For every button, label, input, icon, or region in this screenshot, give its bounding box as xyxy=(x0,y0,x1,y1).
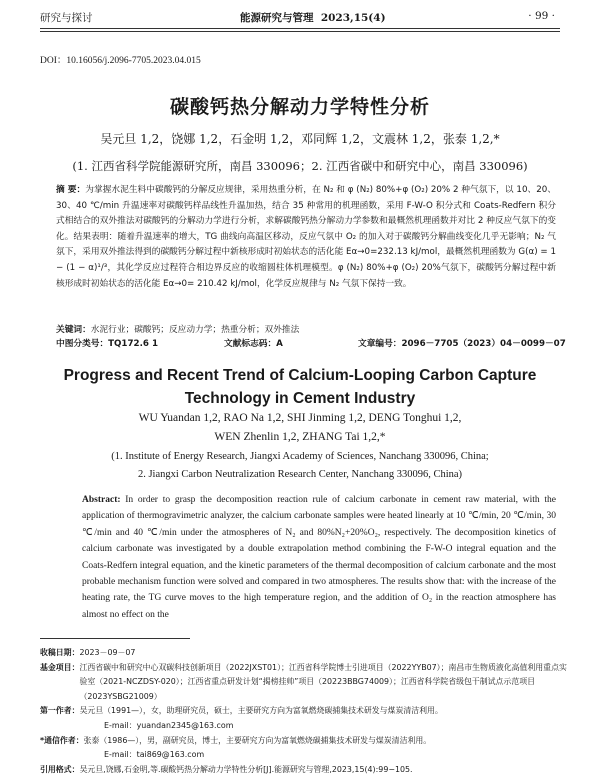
title-english: Progress and Recent Trend of Calcium-Looping Carbon Capture Technology in Cement Industry xyxy=(63,367,537,407)
citation-info xyxy=(40,763,570,777)
fund-label: 基金项目： xyxy=(40,662,80,672)
authors-chinese: 吴元旦 1,2，饶娜 1,2，石金明 1,2，邓同辉 1,2，文震林 1,2，张泰 1,2,* xyxy=(100,132,500,146)
authors-english-line1: WU Yuandan 1,2, RAO Na 1,2, SHI Jinming 1,2, DENG Tonghui 1,2, xyxy=(138,412,462,424)
document-code: 文献标志码：A xyxy=(224,339,283,349)
affiliation-chinese: (1. 江西省科学院能源研究所，南昌 330096；2. 江西省碳中和研究中心，南昌 330096) xyxy=(72,159,528,173)
abstract-chinese xyxy=(56,183,556,292)
article-number: 文章编号：2096－7705（2023）04－0099－07 xyxy=(358,339,566,349)
abstract-chinese-label: 摘 要： xyxy=(56,185,86,195)
fund-value: 江西省碳中和研究中心双碳科技创新项目（2022JXST01）；江西省科学院博士引进项目（2022YYB07）；南昌市生物质液化高值利用重点实验室（2021-NCZDSY-020）；江西省重点研发计划“揭榜挂帅”项目（20223BBG74009）；江西省科学院省级包干制试点示范项目（2023YSBG21009） xyxy=(79,662,567,701)
running-header-journal xyxy=(240,10,386,25)
received-date xyxy=(40,646,570,661)
keywords-text: 水泥行业；碳酸钙；反应动力学；热重分析；双外推法 xyxy=(90,325,300,335)
first-author-email: E-mail：yuandan2345@163.com xyxy=(104,720,234,730)
footnote-rule xyxy=(40,638,190,639)
title-chinese: 碳酸钙热分解动力学特性分析 xyxy=(169,96,430,118)
doi: DOI：10.16056/j.2096-7705.2023.04.015 xyxy=(40,56,201,66)
first-author-label: 第一作者： xyxy=(40,706,80,716)
running-header-section: 研究与探讨 xyxy=(40,12,93,24)
received-value: 2023－09－07 xyxy=(79,648,136,657)
authors-english xyxy=(60,409,540,447)
footnotes xyxy=(40,646,570,777)
affiliation-english xyxy=(40,448,560,484)
first-author-value: 吴元旦（1991—），女，助理研究员，硕士，主要研究方向为富氧燃烧碳捕集技术研发与煤炭清洁利用。 xyxy=(79,706,443,716)
header-rule-secondary xyxy=(40,31,560,32)
abstract-english-text: In order to grasp the decomposition reaction rule of calcium carbonate in cement raw material, with the application of thermogravimetric analyzer, the calcium carbonate samples were heated linearly at 10 ℃/min, 20 ℃/min, 30 ℃/min and 40 ℃/min under the atmospheres of N₂ and 80%N₂+20%O₂, respectively. The decomposition kinetics of calcium carbonate was investigated by a double extrapolation method combining the F-W-O integral equation and the Coats-Redfern integral equation, and the kinetic parameters of the thermal decomposition of calcium carbonate and the most probable mechanism function were solved and compared in two atmospheres. The results show that: with the increase of the heating rate, the TG curve moves to the high temperature region, and the addition of O₂ in the reaction atmosphere has almost no effect on the xyxy=(82,495,557,620)
keywords-chinese xyxy=(56,323,299,335)
received-label: 收稿日期： xyxy=(40,648,80,657)
first-author-info xyxy=(40,704,570,719)
affiliation-english-line2: 2. Jiangxi Carbon Neutralization Research Center, Nanchang 330096, China) xyxy=(137,469,463,480)
journal-issue: 2023,15(4) xyxy=(320,12,386,24)
header-rule xyxy=(40,28,560,29)
corresponding-author-info xyxy=(40,734,570,749)
abstract-english xyxy=(82,492,556,623)
journal-name: 能源研究与管理 xyxy=(240,12,314,24)
authors-english-line2: WEN Zhenlin 1,2, ZHANG Tai 1,2,* xyxy=(214,431,386,443)
corresponding-author-email: E-mail：tai869@163.com xyxy=(104,750,205,760)
keywords-label: 关键词： xyxy=(56,325,91,335)
abstract-chinese-text: 为掌握水泥生料中碳酸钙的分解反应规律，采用热重分析，在 N₂ 和 φ (N₂) 80%+φ (O₂) 20% 2 种气氛下，以 10、20、30、40 ℃/min 升温速率对碳酸钙样品线性升温加热，结合 35 种常用的机理函数，采用 F-W-O 积分式和 Coats-Redfern 积分式相结合的双外推法对碳酸钙的分解动力学进行分析，求解碳酸钙热分解动力学参数和最概然机理函数并对比 2 种反应气氛下的变化。结果表明：随着升温速率的增大，TG 曲线向高温区移动，反应气氛中 O₂ 的加入对于碳酸钙分解曲线变化几乎无影响；N₂ 气氛下，采用双外推法得到的碳酸钙分解过程中新核形成时初始状态的活化能 Eα→0=232.13 kJ/mol，最概然机理函数为 G(α) = 1 − (1 − α)¹/³，其化学反应过程符合相边界反应的收缩圆柱体机理模型。φ (N₂) 80%+φ (O₂) 20%气氛下，碳酸钙分解过程中新核形成时初始状态的活化能 Eα→0= 210.42 kJ/mol，化学反应规律与 N₂ 气氛下保持一致。 xyxy=(56,185,557,289)
corresponding-author-label: *通信作者： xyxy=(40,735,84,745)
citation-label: 引用格式： xyxy=(40,764,80,774)
abstract-english-label: Abstract: xyxy=(82,495,121,505)
affiliation-english-line1: (1. Institute of Energy Research, Jiangxi Academy of Sciences, Nanchang 330096, China; xyxy=(111,451,489,462)
page-number: · 99 · xyxy=(528,10,555,22)
corresponding-author-value: 张泰（1986—），男，副研究员，博士，主要研究方向为富氧燃烧碳捕集技术研发与煤炭清洁利用。 xyxy=(83,735,432,745)
fund-info xyxy=(40,661,570,705)
citation-value: 吴元旦,饶娜,石金明,等.碳酸钙热分解动力学特性分析[J].能源研究与管理,2023,15(4):99−105. xyxy=(79,764,413,774)
clc-number: 中图分类号：TQ172.6 1 xyxy=(56,339,158,349)
